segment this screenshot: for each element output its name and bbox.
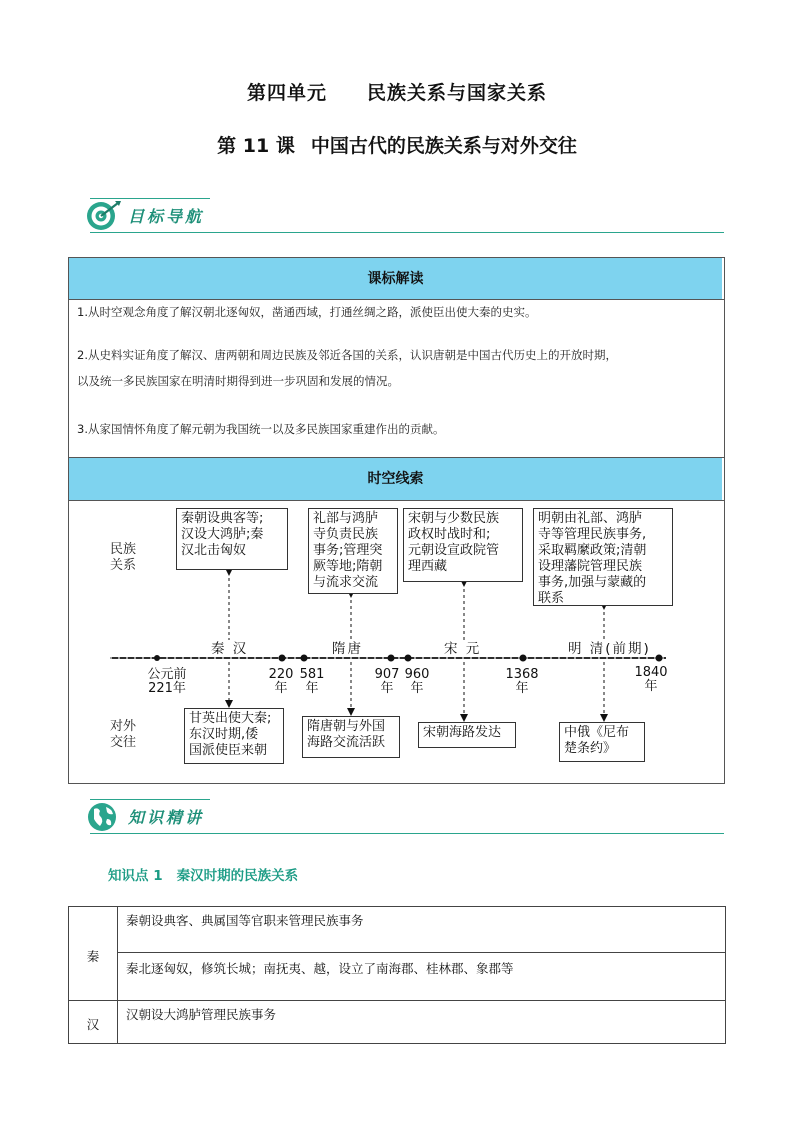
date-line: 581	[299, 667, 325, 682]
lesson-name: 中国古代的民族关系与对外交往	[310, 135, 577, 157]
side-label-line: 关系	[110, 558, 137, 573]
box-line: 联系	[538, 591, 565, 606]
standard-item: 3.从家国情怀角度了解元朝为我国统一以及多民族国家重建作出的贡献。	[77, 422, 445, 436]
side-label-line: 对外	[110, 719, 137, 734]
target-icon	[84, 198, 124, 232]
date-label	[142, 668, 192, 696]
date-line: 年	[515, 681, 529, 696]
date-label	[502, 668, 542, 696]
standard-item: 以及统一多民族国家在明清时期得到进一步巩固和发展的情况。	[77, 374, 399, 388]
box-line: 厥等地;隋朝	[313, 559, 383, 574]
knowledge-point-number: 知识点 1	[108, 868, 163, 884]
section-label: 知识精讲	[128, 808, 205, 827]
box-line: 海路交流活跃	[307, 735, 386, 750]
box-line: 明朝由礼部、鸿胪	[538, 511, 643, 526]
table-row	[69, 953, 726, 1001]
box-line: 宋朝与少数民族	[408, 511, 500, 526]
date-line: 960	[404, 667, 430, 682]
standards-heading: 课标解读	[69, 258, 722, 300]
date-line: 年	[305, 681, 319, 696]
timeline	[68, 500, 725, 784]
date-label	[372, 668, 402, 696]
table-cell: 秦北逐匈奴，修筑长城；南抚夷、越，设立了南海郡、桂林郡、象郡等	[118, 953, 726, 1001]
timeline-node	[388, 655, 395, 662]
timeline-node	[520, 655, 527, 662]
box-line: 汉设大鸿胪;秦	[181, 527, 264, 542]
ethnic-box-sui-tang	[308, 508, 398, 594]
knowledge-point-name: 秦汉时期的民族关系	[176, 868, 299, 884]
knowledge-point-title	[108, 864, 298, 884]
foreign-box-sui-tang	[302, 716, 400, 758]
standard-item: 2.从史料实证角度了解汉、唐两朝和周边民族及邻近各国的关系，认识唐朝是中国古代历史上的开放时期，	[77, 348, 617, 362]
box-line: 设理藩院管理民族	[538, 559, 643, 574]
box-line: 元朝设宣政院管	[408, 543, 500, 558]
ethnic-box-qin-han	[176, 508, 288, 570]
knowledge-table	[68, 906, 726, 1044]
date-label	[266, 668, 296, 696]
date-line: 907	[374, 667, 400, 682]
unit-title	[0, 78, 794, 105]
box-line: 中俄《尼布	[564, 725, 630, 740]
table-key-cell: 秦	[69, 907, 118, 1001]
date-line: 1840	[634, 665, 668, 680]
ethnic-box-ming-qing	[533, 508, 673, 606]
section-header-goals	[84, 196, 724, 236]
unit-name: 民族关系与国家关系	[367, 82, 548, 104]
box-line: 与流求交流	[313, 575, 379, 590]
date-line: 年	[380, 681, 394, 696]
period-label: 宋 元	[444, 641, 482, 657]
date-line: 1368	[505, 667, 539, 682]
timeline-heading: 时空线索	[69, 458, 722, 500]
table-row	[69, 1001, 726, 1044]
box-line: 国派使臣来朝	[189, 743, 268, 758]
foreign-box-song-yuan	[418, 722, 516, 748]
box-line: 楚条约》	[564, 741, 617, 756]
box-line: 采取羁縻政策;清朝	[538, 543, 647, 558]
timeline-node	[656, 655, 663, 662]
box-line: 隋唐朝与外国	[307, 719, 386, 734]
foreign-box-ming-qing	[559, 722, 645, 762]
side-label-line: 交往	[110, 735, 137, 750]
box-line: 东汉时期,倭	[189, 727, 259, 742]
box-line: 汉北击匈奴	[181, 543, 247, 558]
table-row	[69, 907, 726, 953]
globe-icon	[84, 799, 124, 833]
ethnic-box-song-yuan	[403, 508, 523, 582]
date-line: 年	[644, 679, 658, 694]
table-key-cell: 汉	[69, 1001, 118, 1044]
box-line: 甘英出使大秦;	[189, 711, 272, 726]
box-line: 秦朝设典客等;	[181, 511, 264, 526]
table-cell: 汉朝设大鸿胪管理民族事务	[118, 1001, 726, 1044]
side-label-ethnic	[110, 542, 136, 574]
box-line: 事务;管理突	[313, 543, 383, 558]
section-header-knowledge	[84, 797, 724, 837]
standard-item: 1.从时空观念角度了解汉朝北逐匈奴，凿通西域，打通丝绸之路，派使臣出使大秦的史实。	[77, 305, 537, 319]
timeline-node	[154, 655, 160, 661]
box-line: 寺负责民族	[313, 527, 379, 542]
lesson-title	[0, 131, 794, 158]
section-label: 目标导航	[128, 207, 205, 226]
date-line: 公元前	[147, 667, 187, 682]
unit-number: 第四单元	[246, 82, 327, 104]
date-label	[631, 666, 671, 694]
timeline-node	[301, 655, 308, 662]
divider	[69, 299, 724, 300]
period-label: 秦 汉	[211, 641, 249, 657]
date-label	[297, 668, 327, 696]
lesson-number: 第 11 课	[217, 135, 295, 157]
foreign-box-qin-han	[184, 708, 284, 764]
box-line: 事务,加强与蒙藏的	[538, 575, 647, 590]
divider	[90, 833, 724, 834]
timeline-node	[279, 655, 286, 662]
box-line: 宋朝海路发达	[423, 725, 502, 740]
side-label-line: 民族	[110, 542, 137, 557]
side-label-foreign	[110, 719, 136, 751]
date-line: 220	[268, 667, 294, 682]
box-line: 理西藏	[408, 559, 448, 574]
divider	[90, 232, 724, 233]
period-label: 明 清(前期)	[568, 641, 651, 657]
table-cell: 秦朝设典客、典属国等官职来管理民族事务	[118, 907, 726, 953]
date-line: 年	[274, 681, 288, 696]
timeline-node	[405, 655, 412, 662]
box-line: 寺等管理民族事务,	[538, 527, 647, 542]
date-line: 年	[410, 681, 424, 696]
box-line: 礼部与鸿胪	[313, 511, 379, 526]
date-label	[402, 668, 432, 696]
date-line: 221年	[148, 681, 186, 696]
box-line: 政权时战时和;	[408, 527, 491, 542]
period-label: 隋唐	[332, 641, 363, 657]
